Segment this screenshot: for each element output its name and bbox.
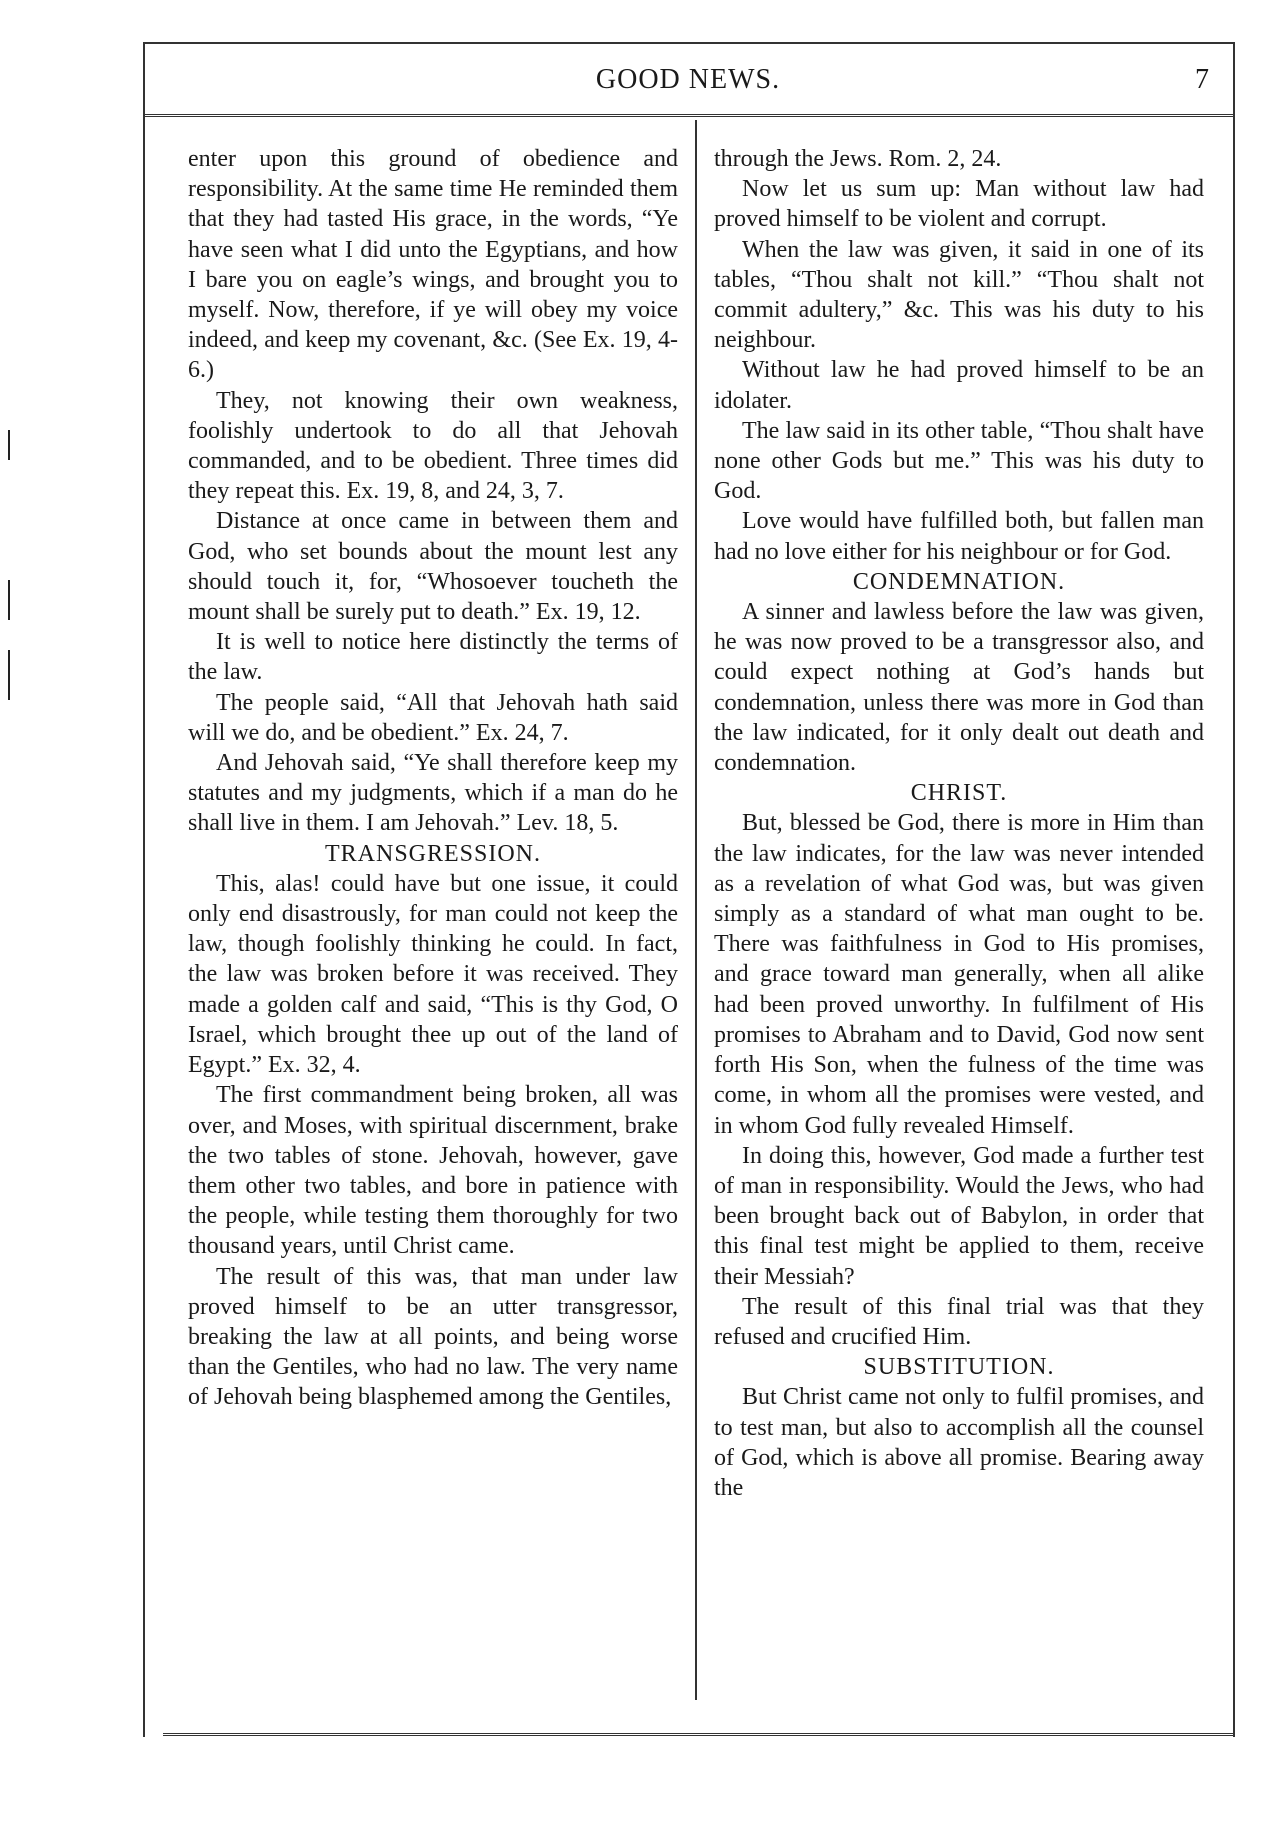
paragraph: They, not knowing their own weakness, foolishly undertook to do all that Jehovah commanded, and to be obedient. Three times did they repeat this. Ex. 19, 8, and 24, 3, 7. <box>188 387 678 505</box>
paragraph: A sinner and lawless before the law was given, he was now proved to be a transgressor also, and could expect nothing at God’s hands but condemnation, unless there was more in God than the law indicated, for it only dealt out death and condemnation. <box>714 599 1204 777</box>
margin-mark <box>8 430 10 460</box>
right-column <box>714 144 1204 1503</box>
paragraph: But Christ came not only to fulfil promises, and to test man, but also to accomplish all the counsel of God, which is above all promise. Bearing away the <box>714 1384 1204 1501</box>
paragraph: Love would have fulfilled both, but fallen man had no love either for his neighbour or for God. <box>714 508 1204 565</box>
paragraph: through the Jews. Rom. 2, 24. <box>714 146 1002 172</box>
paragraph: Now let us sum up: Man without law had proved himself to be violent and corrupt. <box>714 176 1204 233</box>
paragraph: The law said in its other table, “Thou shalt have none other Gods but me.” This was his duty to God. <box>714 417 1204 505</box>
section-heading-substitution: SUBSTITUTION. <box>863 1354 1055 1381</box>
paragraph: In doing this, however, God made a further test of man in responsibility. Would the Jews, who had been brought back out of Babylon, in order that this final test might be applied to them, receive their Messiah? <box>714 1142 1204 1290</box>
margin-mark <box>8 650 10 700</box>
paragraph: The result of this was, that man under law proved himself to be an utter transgressor, breaking the law at all points, and being worse than the Gentiles, who had no law. The very name of Jehovah being blasphemed among the Gentiles, <box>188 1263 678 1411</box>
paragraph: The result of this final trial was that they refused and crucified Him. <box>714 1293 1204 1350</box>
left-column <box>188 144 678 1413</box>
paragraph: This, alas! could have but one issue, it could only end disastrously, for man could not keep the law, though foolishly thinking he could. In fact, the law was broken before it was received. They made a golden calf and said, “This is thy God, O Israel, which brought thee up out of the land of Egypt.” Ex. 32, 4. <box>188 870 678 1079</box>
running-head <box>143 58 1233 108</box>
paragraph: enter upon this ground of obedience and responsibility. At the same time He reminded them that they had tasted His grace, in the words, “Ye have seen what I did unto the Egyptians, and how I bare you on eagle’s wings, and brought you to myself. Now, therefore, if ye will obey my voice indeed, and keep my covenant, &c. (See Ex. 19, 4-6.) <box>188 146 678 384</box>
page-number: 7 <box>1195 64 1209 95</box>
paragraph: When the law was given, it said in one of its tables, “Thou shalt not kill.” “Thou shalt not commit adultery,” &c. This was his duty to his neighbour. <box>714 236 1204 354</box>
paragraph: But, blessed be God, there is more in Him than the law indicates, for the law was never intended as a revelation of what God was, but was given simply as a standard of what man ought to be. There was faithfulness in God to His promises, and grace toward man generally, when all alike had been proved unworthy. In fulfilment of His promises to Abraham and to David, God now sent forth His Son, when the fulness of the time was come, in whom all the promises were vested, and in whom God fully revealed Himself. <box>714 810 1204 1139</box>
running-title: GOOD NEWS. <box>595 64 781 95</box>
bottom-rule <box>163 1733 1235 1736</box>
paragraph: Distance at once came in between them and God, who set bounds about the mount lest any should touch it, for, “Whosoever toucheth the mount shall be surely put to death.” Ex. 19, 12. <box>188 508 678 626</box>
paragraph: The first commandment being broken, all was over, and Moses, with spiritual discernment, brake the two tables of stone. Jehovah, however, gave them other two tables, and bore in patience with the people, while testing them thoroughly for two thousand years, until Christ came. <box>188 1082 678 1260</box>
paragraph: The people said, “All that Jehovah hath said will we do, and be obedient.” Ex. 24, 7. <box>188 689 678 746</box>
section-heading-christ: CHRIST. <box>910 780 1008 807</box>
margin-mark <box>8 580 10 620</box>
paragraph: It is well to notice here distinctly the terms of the law. <box>188 629 678 686</box>
top-rule <box>143 42 1233 44</box>
section-heading-transgression: TRANSGRESSION. <box>324 840 542 867</box>
paragraph: Without law he had proved himself to be an idolater. <box>714 357 1204 414</box>
header-rule <box>143 114 1233 117</box>
paragraph: And Jehovah said, “Ye shall therefore keep my statutes and my judgments, which if a man do he shall live in them. I am Jehovah.” Lev. 18, 5. <box>188 750 678 837</box>
column-divider <box>695 120 697 1700</box>
section-heading-condemnation: CONDEMNATION. <box>852 568 1066 595</box>
